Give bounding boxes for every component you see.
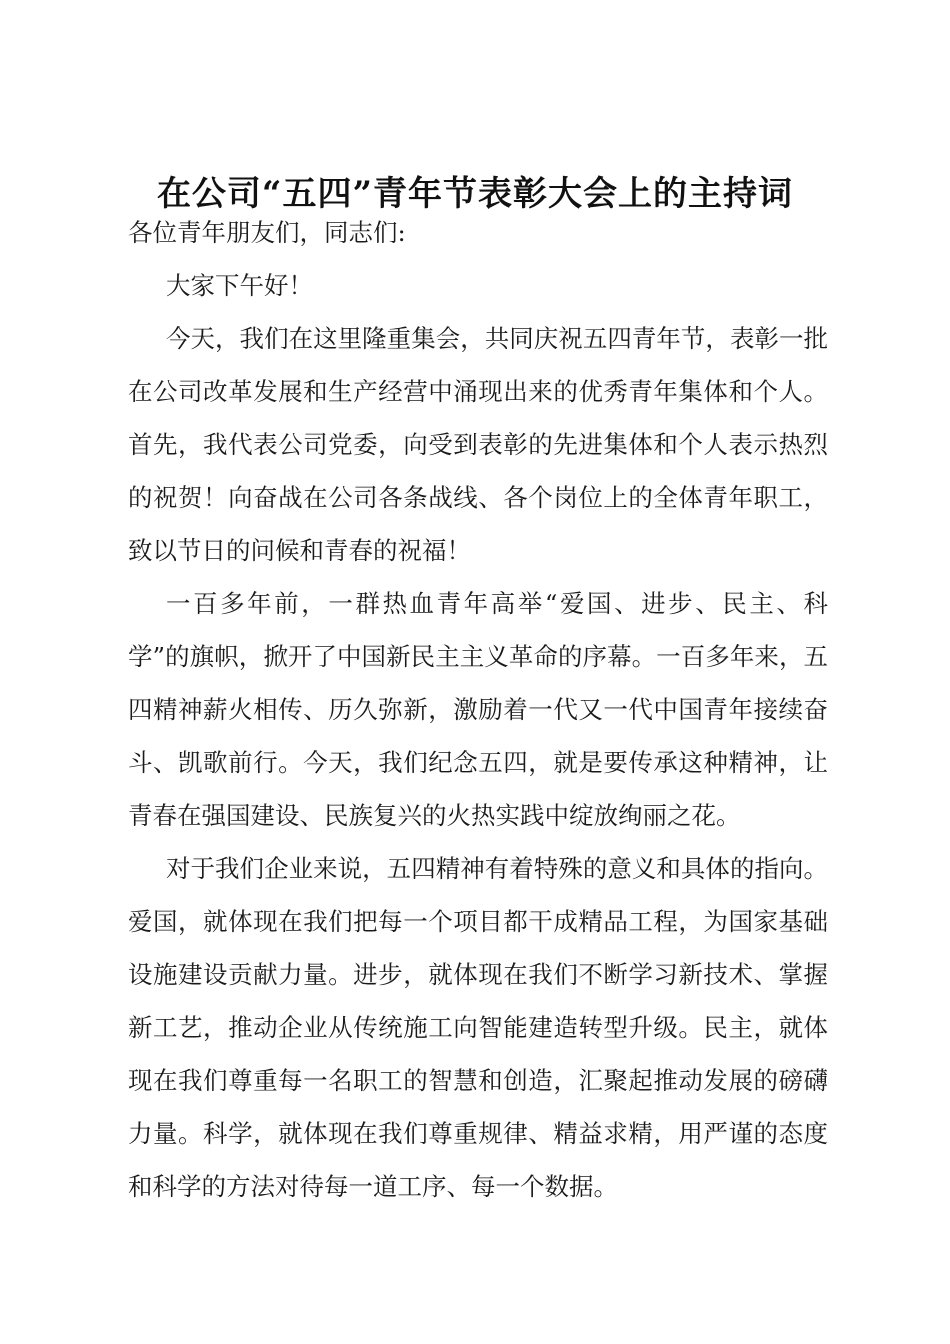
salutation: 各位青年朋友们，同志们:	[128, 218, 406, 247]
paragraph-opening: 今天，我们在这里隆重集会，共同庆祝五四青年节，表彰一批在公司改革发展和生产经营中涌现出来的优秀青年集体和个人。首先，我代表公司党委，向受到表彰的先进集体和个人表示热烈的祝贺！向奋战在公司各条战线、各个岗位上的全体青年职工，致以节日的问候和青春的祝福！	[128, 324, 828, 565]
document-body	[128, 206, 828, 1213]
document-title: 在公司“五四”青年节表彰大会上的主持词	[156, 174, 794, 214]
paragraph-history: 一百多年前，一群热血青年高举“爱国、进步、民主、科学”的旗帜，掀开了中国新民主主义革命的序幕。一百多年来，五四精神薪火相传、历久弥新，激励着一代又一代中国青年接续奋斗、凯歌前行。今天，我们纪念五四，就是要传承这种精神，让青春在强国建设、民族复兴的火热实践中绽放绚丽之花。	[128, 589, 828, 830]
paragraph-greeting: 大家下午好！	[166, 271, 313, 300]
paragraph-enterprise: 对于我们企业来说，五四精神有着特殊的意义和具体的指向。爱国，就体现在我们把每一个项目都干成精品工程，为国家基础设施建设贡献力量。进步，就体现在我们不断学习新技术、掌握新工艺，推动企业从传统施工向智能建造转型升级。民主，就体现在我们尊重每一名职工的智慧和创造，汇聚起推动发展的磅礴力量。科学，就体现在我们尊重规律、精益求精，用严谨的态度和科学的方法对待每一道工序、每一个数据。	[128, 854, 828, 1201]
